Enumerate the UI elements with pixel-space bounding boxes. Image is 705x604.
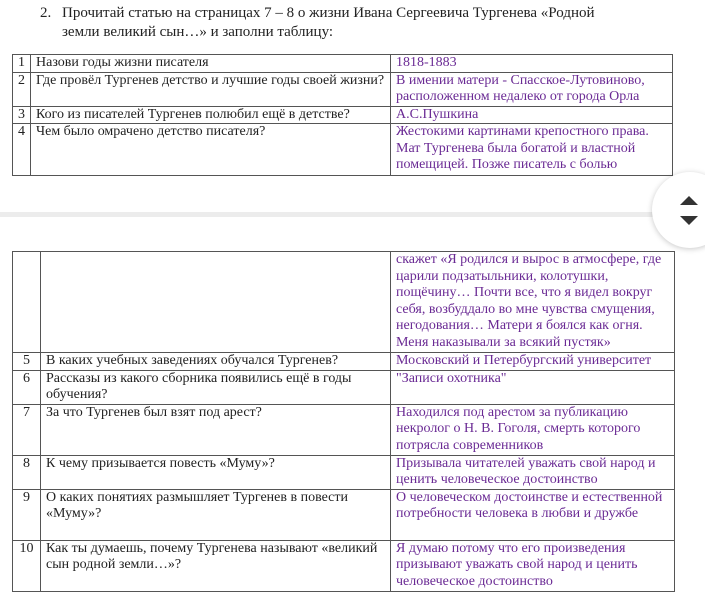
- table-row: [13, 540, 675, 591]
- task-number: 2.: [40, 5, 52, 21]
- answer-cell: Находился под арестом за публикацию некролог о Н. В. Гоголя, смерть которого потрясла современников: [391, 404, 675, 455]
- row-number: 10: [13, 540, 41, 591]
- question-cell: К чему призывается повесть «Муму»?: [41, 455, 391, 489]
- question-cell: Где провёл Тургенев детство и лучшие годы своей жизни?: [31, 72, 391, 106]
- question-cell: Как ты думаешь, почему Тургенева называют «великий сын родной земли…»?: [41, 540, 391, 591]
- arrow-up-icon[interactable]: [680, 196, 698, 205]
- page-separator: [0, 212, 705, 217]
- answer-cell: "Записи охотника": [391, 370, 675, 404]
- answer-cell: скажет «Я родился и вырос в атмосфере, где царили подзатыльники, колотушки, пощёчину… Почти все, что я видел вокруг себя, возбуддало во мне чувства смущения, негодования… Матери я боялся как огня. Меня наказывали за всякий пустяк»: [391, 252, 675, 353]
- question-cell: [41, 252, 391, 353]
- row-number: 5: [13, 353, 41, 371]
- answer-cell: О человеческом достоинстве и естественной потребности человека в любви и дружбе: [391, 489, 675, 540]
- question-cell: За что Тургенев был взят под арест?: [41, 404, 391, 455]
- question-cell: Чем было омрачено детство писателя?: [31, 124, 391, 176]
- table-row: [13, 252, 675, 353]
- answer-cell: А.С.Пушкина: [391, 106, 673, 124]
- answer-cell: Призывала читателей уважать свой народ и ценить человеческое достоинство: [391, 455, 675, 489]
- table-row: [13, 106, 673, 124]
- row-number: 3: [13, 106, 31, 124]
- table-row: [13, 55, 673, 73]
- table-row: [13, 404, 675, 455]
- row-number: 7: [13, 404, 41, 455]
- table-row: [13, 455, 675, 489]
- row-number: 2: [13, 72, 31, 106]
- question-cell: Кого из писателей Тургенев полюбил ещё в детстве?: [31, 106, 391, 124]
- question-cell: Рассказы из какого сборника появились ещё в годы обучения?: [41, 370, 391, 404]
- row-number: 6: [13, 370, 41, 404]
- answer-cell: Московский и Петербургский университет: [391, 353, 675, 371]
- arrow-down-icon[interactable]: [680, 216, 698, 225]
- table-top: [12, 54, 673, 176]
- answer-cell: В имении матери - Спасское-Лутовиново, расположенном недалеко от города Орла: [391, 72, 673, 106]
- row-number: 4: [13, 124, 31, 176]
- scroll-toggle-button[interactable]: [652, 172, 705, 248]
- row-number: 9: [13, 489, 41, 540]
- table-row: [13, 72, 673, 106]
- row-number: [13, 252, 41, 353]
- answer-cell: 1818-1883: [391, 55, 673, 73]
- row-number: 8: [13, 455, 41, 489]
- question-cell: О каких понятиях размышляет Тургенев в повести «Муму»?: [41, 489, 391, 540]
- table-row: [13, 353, 675, 371]
- table-row: [13, 370, 675, 404]
- table-row: [13, 489, 675, 540]
- answer-cell: Жестокими картинами крепостного права. Мат Тургенева была богатой и властной помещицей. Позже писатель с болью: [391, 124, 673, 176]
- row-number: 1: [13, 55, 31, 73]
- table-row: [13, 124, 673, 176]
- task-text: Прочитай статью на страницах 7 – 8 о жизни Ивана Сергеевича Тургенева «Родной земли великий сын…» и заполни таблицу:: [62, 5, 595, 40]
- question-cell: Назови годы жизни писателя: [31, 55, 391, 73]
- question-cell: В каких учебных заведениях обучался Тургенев?: [41, 353, 391, 371]
- answer-cell: Я думаю потому что его произведения призывают уважать свой народ и ценить человеческое достоинство: [391, 540, 675, 591]
- table-bottom: [12, 251, 675, 592]
